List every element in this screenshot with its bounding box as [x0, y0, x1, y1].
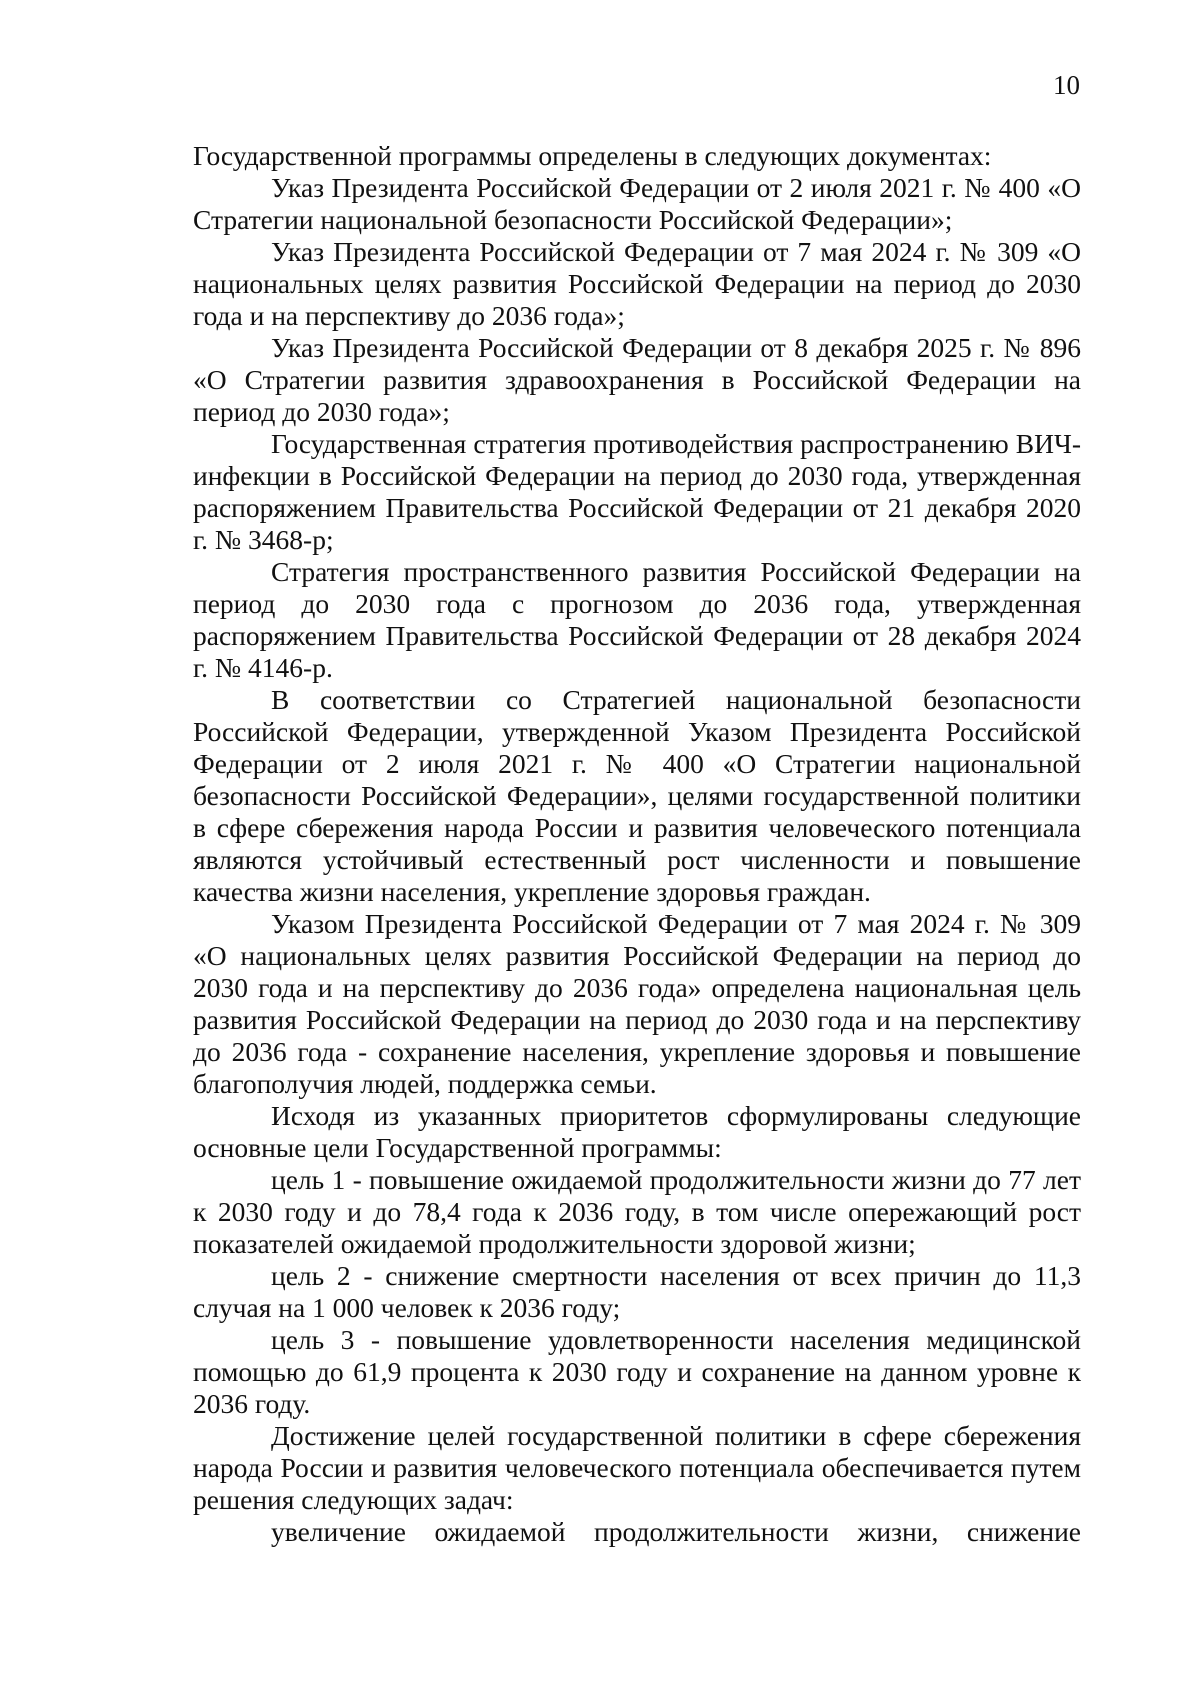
- paragraph-goal-1: цель 1 - повышение ожидаемой продолжительности жизни до 77 лет к 2030 году и до 78,4 года к 2036 году, в том числе опережающий рост показателей ожидаемой продолжительности здоровой жизни;: [193, 1164, 1081, 1259]
- paragraph-decree-896: Указ Президента Российской Федерации от 8 декабря 2025 г. № 896 «О Стратегии развития здравоохранения в Российской Федерации на период до 2030 года»;: [193, 332, 1081, 427]
- paragraph-decree-400: Указ Президента Российской Федерации от 2 июля 2021 г. № 400 «О Стратегии национальной безопасности Российской Федерации»;: [193, 172, 1081, 235]
- paragraph-national-goal: Указом Президента Российской Федерации от 7 мая 2024 г. № 309 «О национальных целях развития Российской Федерации на период до 2030 года и на перспективу до 2036 года» определена национальная цель развития Российской Федерации на период до 2030 года и на перспективу до 2036 года - сохранение населения, укрепление здоровья и повышение благополучия людей, поддержка семьи.: [193, 908, 1081, 1099]
- paragraph-hiv-strategy: Государственная стратегия противодействия распространению ВИЧ-инфекции в Российской Федерации на период до 2030 года, утвержденная распоряжением Правительства Российской Федерации от 21 декабря 2020 г. № 3468-р;: [193, 428, 1081, 555]
- paragraph-tasks-intro: Достижение целей государственной политики в сфере сбережения народа России и развития человеческого потенциала обеспечивается путем решения следующих задач:: [193, 1420, 1081, 1515]
- paragraph-task-1: увеличение ожидаемой продолжительности жизни, снижение: [271, 1516, 1081, 1547]
- paragraph-goal-2: цель 2 - снижение смертности населения от всех причин до 11,3 случая на 1 000 человек к 2036 году;: [193, 1260, 1081, 1323]
- paragraph-spatial-strategy: Стратегия пространственного развития Российской Федерации на период до 2030 года с прогнозом до 2036 года, утвержденная распоряжением Правительства Российской Федерации от 28 декабря 2024 г. № 4146-р.: [193, 556, 1081, 683]
- paragraph-goal-3: цель 3 - повышение удовлетворенности населения медицинской помощью до 61,9 процента к 2030 году и сохранение на данном уровне к 2036 году.: [193, 1324, 1081, 1419]
- paragraph-security-goals: В соответствии со Стратегией национальной безопасности Российской Федерации, утвержденной Указом Президента Российской Федерации от 2 июля 2021 г. № 400 «О Стратегии национальной безопасности Российской Федерации», целями государственной политики в сфере сбережения народа России и развития человеческого потенциала являются устойчивый естественный рост численности и повышение качества жизни населения, укрепление здоровья граждан.: [193, 684, 1081, 907]
- document-body: [193, 140, 1081, 1548]
- paragraph-intro: Государственной программы определены в следующих документах:: [193, 140, 992, 171]
- page-number: 10: [1053, 70, 1080, 100]
- paragraph-priorities: Исходя из указанных приоритетов сформулированы следующие основные цели Государственной программы:: [193, 1100, 1081, 1163]
- paragraph-decree-309: Указ Президента Российской Федерации от 7 мая 2024 г. № 309 «О национальных целях развития Российской Федерации на период до 2030 года и на перспективу до 2036 года»;: [193, 236, 1081, 331]
